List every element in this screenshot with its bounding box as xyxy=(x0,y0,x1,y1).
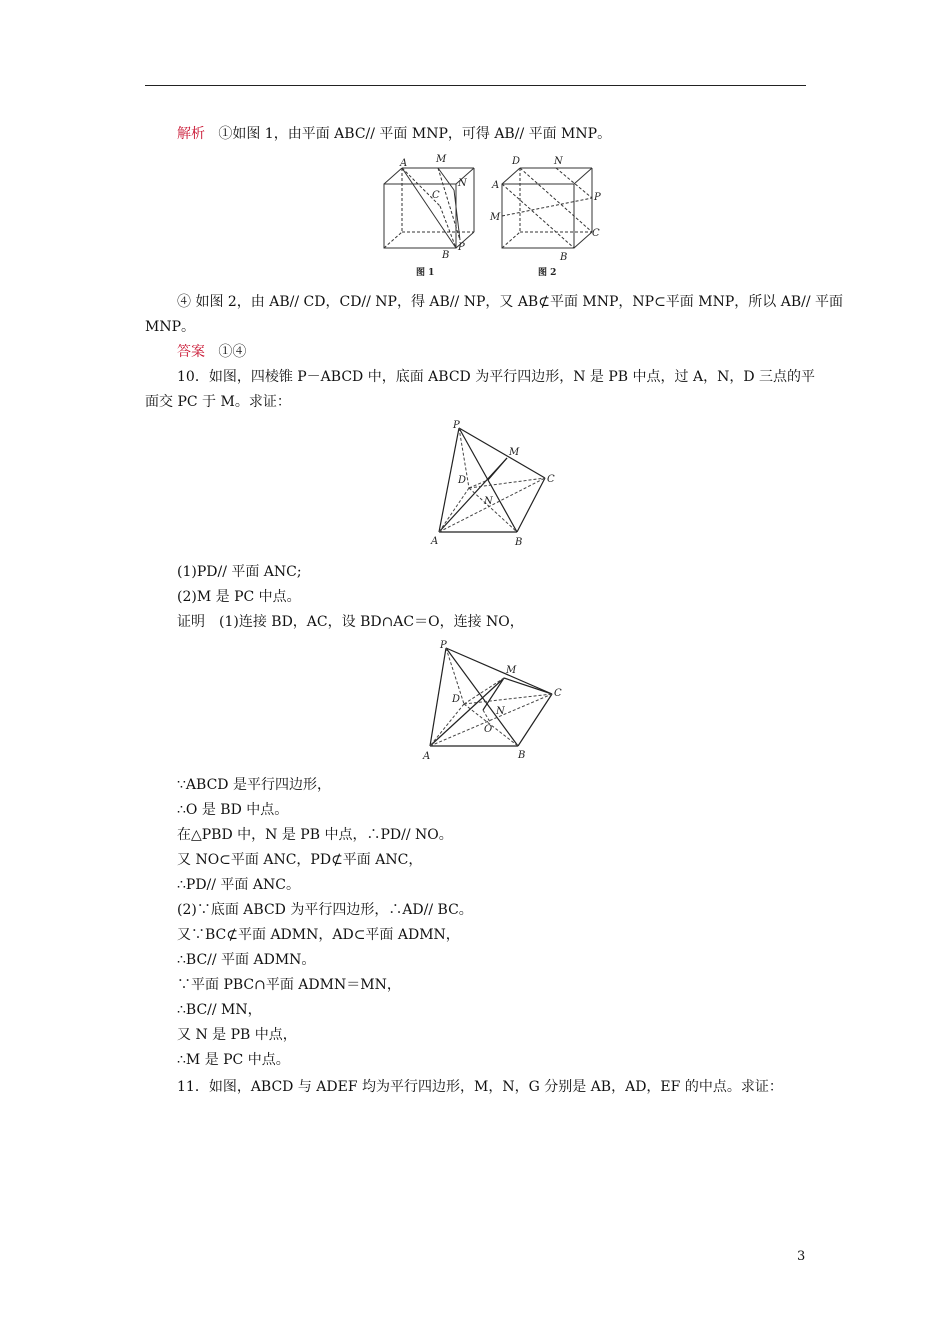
q10-part-2: (2)M 是 PC 中点。 xyxy=(177,589,301,605)
pyr1-label-M: M xyxy=(509,447,520,458)
pyramid-figure-2 xyxy=(418,638,568,768)
fig1-label-B: B xyxy=(442,250,450,261)
proof-line-4: 在△PBD 中，N 是 PB 中点，∴PD// NO。 xyxy=(177,827,453,843)
answer-label: 答案 xyxy=(177,344,205,360)
pyr2-label-O: O xyxy=(484,724,493,735)
figure-1-caption: 图 1 xyxy=(416,268,435,278)
pyr1-label-A: A xyxy=(431,536,439,547)
pyr1-label-C: C xyxy=(547,474,555,485)
solution-text-1: ①如图 1，由平面 ABC// 平面 MNP，可得 AB// 平面 MNP。 xyxy=(218,126,612,142)
fig1-label-C: C xyxy=(432,190,440,201)
pyr2-label-N: N xyxy=(496,706,505,717)
proof-line-13: ∴M 是 PC 中点。 xyxy=(177,1052,290,1068)
pyramid-figure-1 xyxy=(425,420,565,555)
proof-line-8: 又∵BC⊄平面 ADMN，AD⊂平面 ADMN， xyxy=(177,927,460,943)
proof-line-11: ∴BC// MN， xyxy=(177,1002,262,1018)
answer-value: ①④ xyxy=(218,344,247,360)
pyr1-label-D: D xyxy=(458,475,467,486)
fig2-label-D: D xyxy=(512,156,521,167)
proof-line-10: ∵平面 PBC∩平面 ADMN＝MN， xyxy=(177,977,401,993)
header-rule xyxy=(145,85,806,86)
q10-line-2: 面交 PC 于 M。求证： xyxy=(145,394,291,410)
solution-line-2: ④ 如图 2，由 AB// CD，CD// NP，得 AB// NP，又 AB⊄平面 MNP，NP⊂平面 MNP，所以 AB// 平面 xyxy=(177,294,843,310)
q10-line-1: 10．如图，四棱锥 P－ABCD 中，底面 ABCD 为平行四边形，N 是 PB 中点，过 A，N，D 三点的平 xyxy=(177,369,816,385)
pyr1-label-N: N xyxy=(484,496,493,507)
pyr2-label-C: C xyxy=(554,688,562,699)
fig1-label-M: M xyxy=(436,154,447,165)
pyr2-label-B: B xyxy=(518,750,526,761)
proof-line-5: 又 NO⊂平面 ANC，PD⊄平面 ANC， xyxy=(177,852,423,868)
pyr1-label-B: B xyxy=(515,537,523,548)
q11-line: 11．如图，ABCD 与 ADEF 均为平行四边形，M，N，G 分别是 AB，AD，EF 的中点。求证： xyxy=(177,1079,783,1095)
proof-line-1: 证明 (1)连接 BD，AC，设 BD∩AC＝O，连接 NO， xyxy=(177,614,524,630)
fig2-label-N: N xyxy=(554,156,563,167)
proof-line-6: ∴PD// 平面 ANC。 xyxy=(177,877,300,893)
pyr2-label-A: A xyxy=(423,751,431,762)
proof-line-2: ∵ABCD 是平行四边形， xyxy=(177,777,331,793)
proof-line-7: (2)∵底面 ABCD 为平行四边形，∴AD// BC。 xyxy=(177,902,473,918)
q10-part-1: (1)PD// 平面 ANC; xyxy=(177,564,302,580)
proof-line-9: ∴BC// 平面 ADMN。 xyxy=(177,952,316,968)
fig2-label-M: M xyxy=(490,212,501,223)
answer-line xyxy=(177,342,246,362)
fig2-label-A: A xyxy=(492,180,500,191)
figure-2-caption: 图 2 xyxy=(538,268,557,278)
solution-line-1 xyxy=(177,124,611,144)
cube-figures xyxy=(370,150,610,280)
proof-line-3: ∴O 是 BD 中点。 xyxy=(177,802,289,818)
fig2-label-P: P xyxy=(594,192,601,203)
proof-line-12: 又 N 是 PB 中点， xyxy=(177,1027,297,1043)
pyr2-label-D: D xyxy=(452,694,461,705)
page-number: 3 xyxy=(797,1249,806,1264)
fig2-label-C: C xyxy=(592,228,600,239)
fig1-label-A: A xyxy=(400,158,408,169)
solution-label: 解析 xyxy=(177,126,205,142)
fig1-label-N: N xyxy=(458,178,467,189)
fig1-label-P: P xyxy=(458,242,465,253)
solution-line-3: MNP。 xyxy=(145,319,196,335)
pyr2-label-P: P xyxy=(440,640,447,651)
pyr2-label-M: M xyxy=(506,665,517,676)
pyr1-label-P: P xyxy=(453,420,460,431)
figure-2-cube xyxy=(502,168,592,248)
fig2-label-B: B xyxy=(560,252,568,263)
